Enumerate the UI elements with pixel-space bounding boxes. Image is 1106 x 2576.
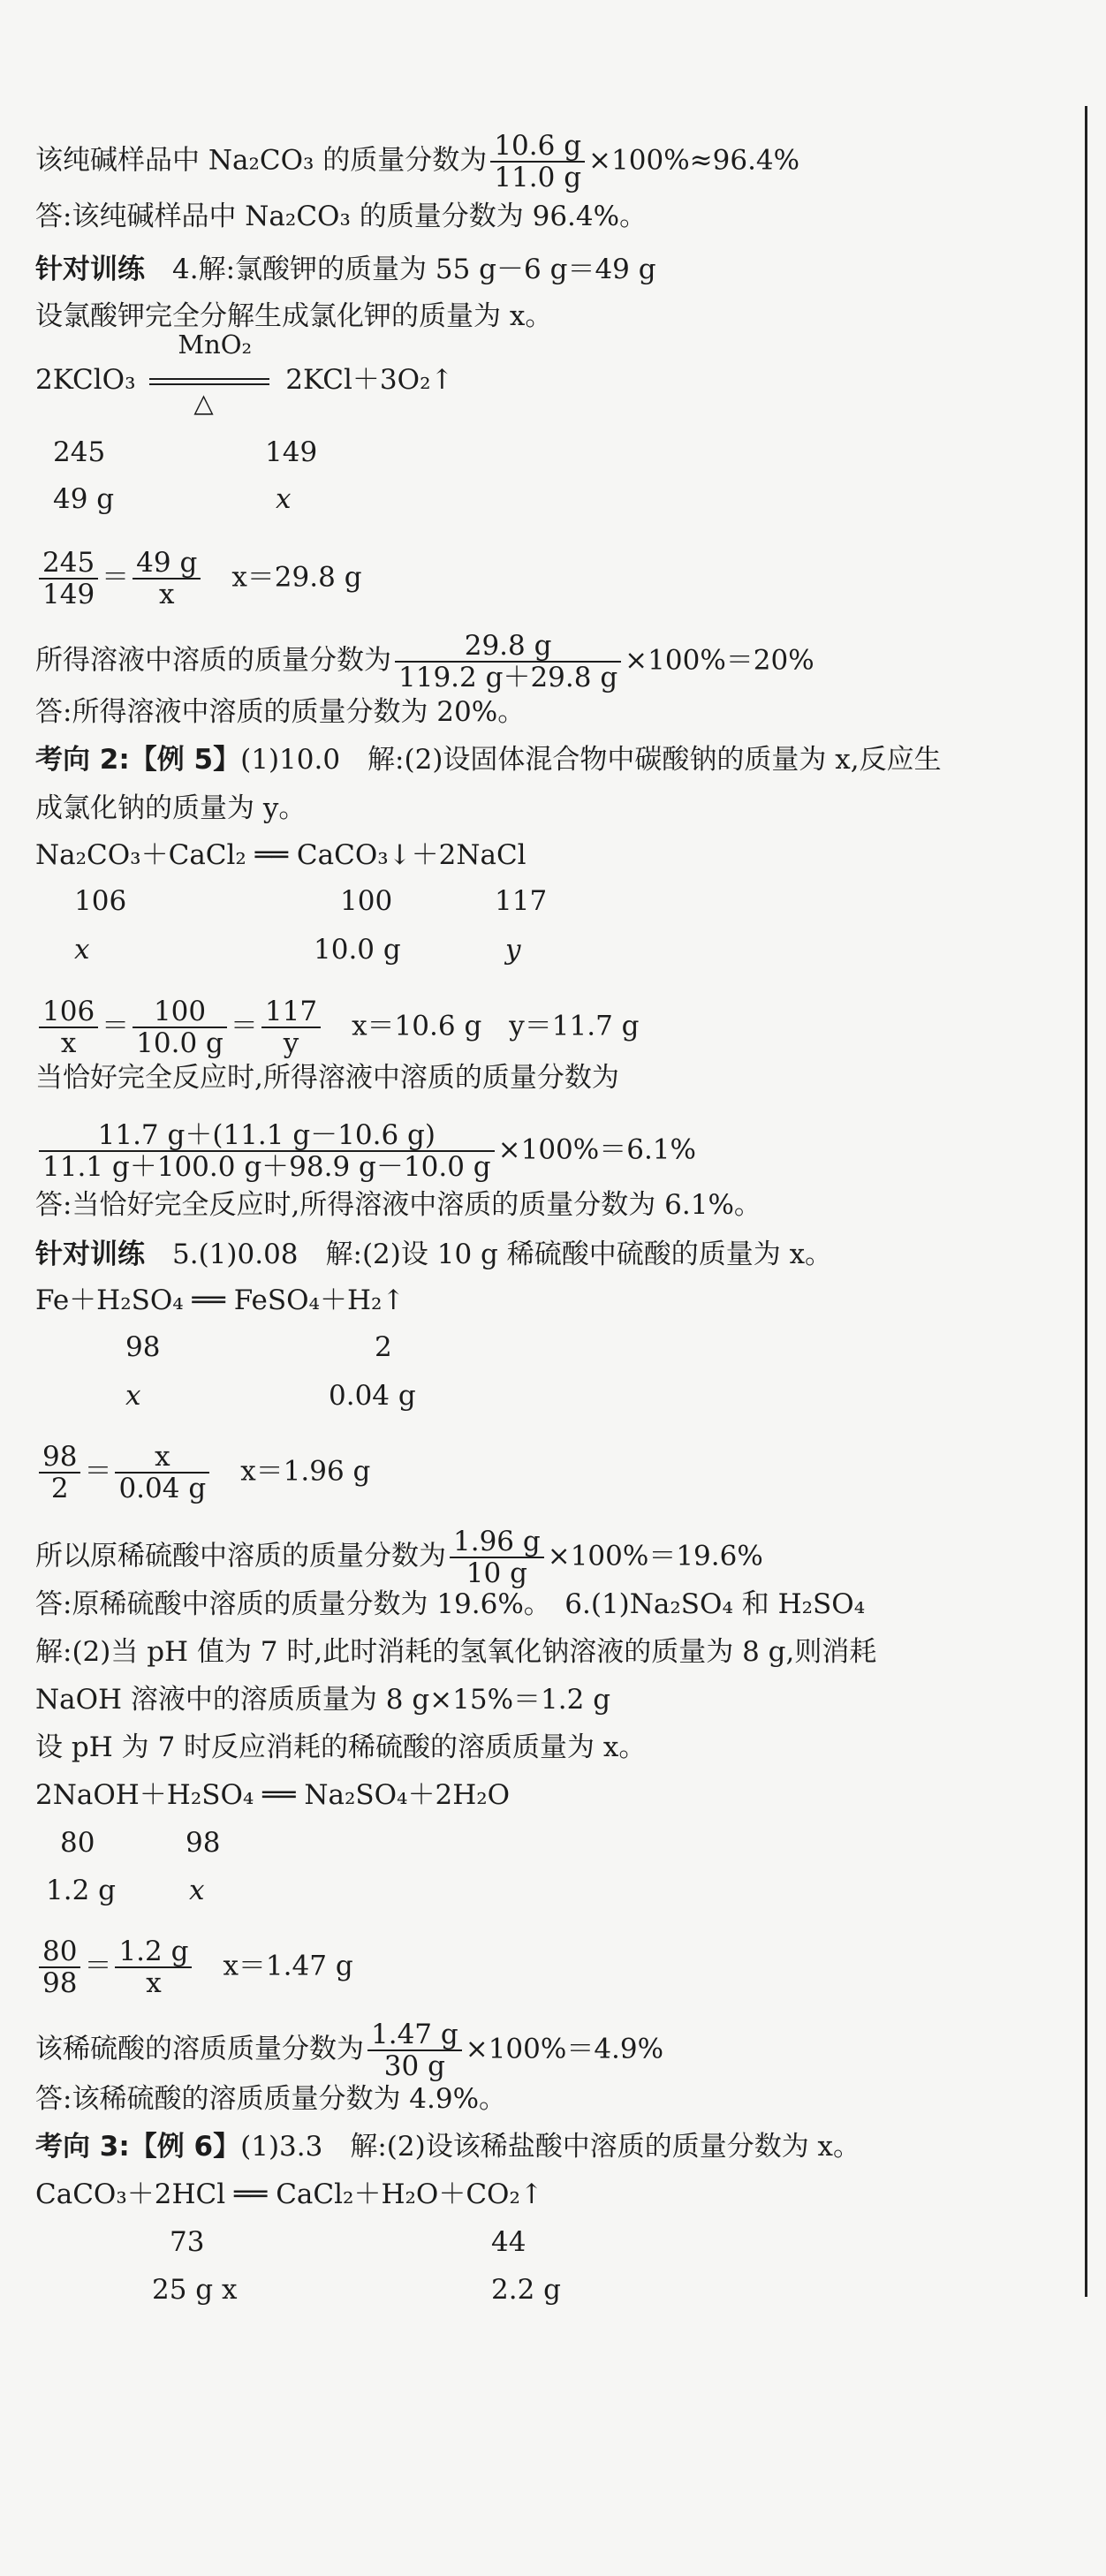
ratio-row: 44 bbox=[491, 2226, 526, 2258]
ratio-row: 149 bbox=[265, 436, 318, 468]
section-label: 针对训练 bbox=[35, 1239, 145, 1270]
ratio-row: 80 bbox=[60, 1827, 95, 1859]
ratio-row: 117 bbox=[495, 885, 548, 917]
mass-row: x bbox=[276, 483, 292, 515]
proportion-2: $\frac{106}{x}$ ＝ $\frac{100}{10.0 g}$ ＝ $\frac{117}{y}$ x＝10.6 g y＝11.7 g bbox=[35, 996, 640, 1058]
section-label: 考向 2:【例 5】 bbox=[35, 744, 241, 776]
line-28: NaOH 溶液中的溶质质量为 8 g×15%＝1.2 g bbox=[35, 1684, 611, 1716]
mass-row: 2.2 g bbox=[491, 2274, 561, 2306]
mass-row: y bbox=[505, 934, 521, 966]
ratio-row: 106 bbox=[74, 885, 127, 917]
exercise-4-heading: 针对训练 4.解:氯酸钾的质量为 55 g－6 g＝49 g bbox=[35, 254, 656, 285]
mass-fraction-4: 该稀硫酸的溶质质量分数为 $\frac{1.47 g}{30 g}$ ×100%＝4.9% bbox=[35, 2019, 664, 2082]
line-27: 解:(2)当 pH 值为 7 时,此时消耗的氢氧化钠溶液的质量为 8 g,则消耗 bbox=[35, 1636, 877, 1668]
ratio-row: 245 bbox=[53, 436, 106, 468]
mass-fraction-3: 所以原稀硫酸中溶质的质量分数为 $\frac{1.96 g}{10 g}$ ×100%＝19.6% bbox=[35, 1526, 763, 1589]
reaction-na2co3: Na₂CO₃＋CaCl₂ ══ CaCO₃↓＋2NaCl bbox=[35, 839, 526, 871]
reaction-caco3: CaCO₃＋2HCl ══ CaCl₂＋H₂O＋CO₂↑ bbox=[35, 2178, 543, 2210]
ratio-row: 100 bbox=[340, 885, 393, 917]
reaction-naoh: 2NaOH＋H₂SO₄ ══ Na₂SO₄＋2H₂O bbox=[35, 1779, 511, 1811]
section-label: 考向 3:【例 6】 bbox=[35, 2131, 241, 2163]
reaction-fe: Fe＋H₂SO₄ ══ FeSO₄＋H₂↑ bbox=[35, 1284, 405, 1316]
mass-row: 10.0 g bbox=[314, 934, 401, 966]
proportion-4: $\frac{80}{98}$ ＝ $\frac{1.2 g}{x}$ x＝1.47 g bbox=[35, 1936, 353, 1998]
answer-1: 答:该纯碱样品中 Na₂CO₃ 的质量分数为 96.4%。 bbox=[35, 201, 648, 232]
answer-5: 答:该稀硫酸的溶质质量分数为 4.9%。 bbox=[35, 2083, 507, 2115]
example-6-heading: 考向 3:【例 6】(1)3.3 解:(2)设该稀盐酸中溶质的质量分数为 x。 bbox=[35, 2131, 861, 2163]
mass-row: x bbox=[74, 934, 90, 966]
mass-row: 1.2 g bbox=[46, 1875, 116, 1906]
mass-row: 25 g x bbox=[152, 2274, 238, 2306]
example-5-heading: 考向 2:【例 5】(1)10.0 解:(2)设固体混合物中碳酸钠的质量为 x,反应生 bbox=[35, 744, 942, 776]
answer-2: 答:所得溶液中溶质的质量分数为 20%。 bbox=[35, 696, 526, 728]
exercise-5-heading: 针对训练 5.(1)0.08 解:(2)设 10 g 稀硫酸中硫酸的质量为 x。 bbox=[35, 1239, 833, 1270]
right-margin-rule bbox=[1085, 106, 1087, 2297]
answer-4: 答:原稀硫酸中溶质的质量分数为 19.6%。 6.(1)Na₂SO₄ 和 H₂SO₄ bbox=[35, 1588, 866, 1620]
mass-fraction-2: $\frac{11.7 g+(11.1 g-10.6 g)}{11.1 g+100.0 g+98.9 g-10.0 g}$ ×100%＝6.1% bbox=[35, 1120, 696, 1182]
line-1: 该纯碱样品中 Na₂CO₃ 的质量分数为 $\frac{10.6 g}{11.0 g}$ ×100%≈96.4% bbox=[35, 130, 800, 193]
proportion-3: $\frac{98}{2}$ ＝ $\frac{x}{0.04 g}$ x＝1.96 g bbox=[35, 1442, 370, 1504]
line-17: 当恰好完全反应时,所得溶液中溶质的质量分数为 bbox=[35, 1062, 619, 1094]
mass-row: 0.04 g bbox=[329, 1380, 416, 1412]
answer-3: 答:当恰好完全反应时,所得溶液中溶质的质量分数为 6.1%。 bbox=[35, 1189, 761, 1221]
reaction-kclo3: 2KClO₃ MnO₂ △ 2KCl＋3O₂↑ bbox=[35, 330, 454, 418]
ratio-row: 73 bbox=[170, 2226, 205, 2258]
ratio-row: 2 bbox=[375, 1331, 392, 1363]
proportion-1: $\frac{245}{149}$ ＝ $\frac{49 g}{x}$ x＝29.8 g bbox=[35, 548, 362, 610]
line-4: 设氯酸钾完全分解生成氯化钾的质量为 x。 bbox=[35, 300, 553, 332]
ratio-row: 98 bbox=[186, 1827, 221, 1859]
mass-fraction-1: 所得溶液中溶质的质量分数为 $\frac{29.8 g}{119.2 g+29.8 g}$ ×100%＝20% bbox=[35, 630, 814, 693]
mass-row: x bbox=[189, 1875, 205, 1906]
line-12: 成氯化钠的质量为 y。 bbox=[35, 792, 307, 824]
reaction-arrow: MnO₂ △ bbox=[144, 362, 276, 398]
line-29: 设 pH 为 7 时反应消耗的稀硫酸的溶质质量为 x。 bbox=[35, 1731, 647, 1763]
mass-row: x bbox=[125, 1380, 141, 1412]
fraction: $\frac{10.6 g}{11.0 g}$ bbox=[490, 131, 585, 193]
mass-row: 49 g bbox=[53, 483, 115, 515]
ratio-row: 98 bbox=[125, 1331, 161, 1363]
section-label: 针对训练 bbox=[35, 254, 145, 285]
